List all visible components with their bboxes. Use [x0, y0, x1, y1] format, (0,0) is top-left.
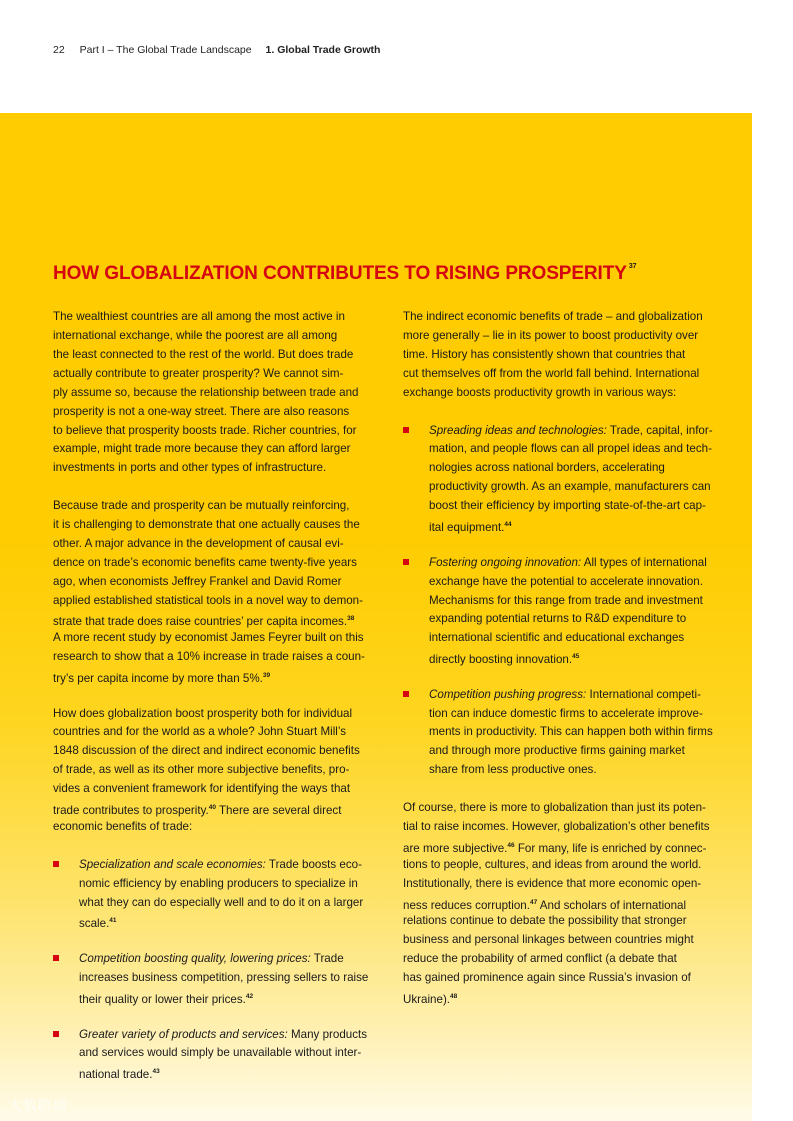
text-line: cut themselves off from the world fall behind. International — [403, 367, 700, 380]
footnote-ref: 41 — [109, 917, 117, 924]
bullet-marker — [403, 559, 409, 565]
text-line: strate that trade does raise countries’ per capita incomes.$^{38}$ — [53, 615, 355, 628]
text-line: Ukraine).$^{48}$ — [403, 993, 458, 1006]
part-label: Part I – The Global Trade Landscape — [79, 44, 252, 56]
page-number: 22 — [53, 44, 65, 56]
text-line: business and personal linkages between countries might — [403, 933, 694, 946]
text-line: of trade, as well as its other more subjective benefits, pro- — [53, 763, 350, 776]
text-line: it is challenging to demonstrate that one actually causes the — [53, 518, 360, 531]
bullet-line: increases business competition, pressing sellers to raise — [79, 971, 369, 984]
bullet-line: boost their efficiency by importing state-of-the-art cap- — [429, 499, 706, 512]
bullet-marker — [403, 427, 409, 433]
bullet-line: expanding potential returns to R&D expenditure to — [429, 612, 687, 625]
bullet-line: exchange have the potential to accelerate innovation. — [429, 575, 703, 588]
text-line: try’s per capita income by more than 5%.$^{39}$ — [53, 672, 271, 685]
text-line: the least connected to the rest of the world. But does trade — [53, 348, 354, 361]
text-line: Institutionally, there is evidence that more economic open- — [403, 877, 702, 890]
text-line: 1848 discussion of the direct and indirect economic benefits — [53, 744, 360, 757]
watermark: 大数跨境 — [8, 1097, 68, 1113]
text-line: ness reduces corruption.$^{47}$ And scholars of international — [403, 899, 687, 912]
title-footnote: 37 — [628, 263, 637, 270]
bullet-line: what they can do especially well and to do it on a larger — [79, 896, 364, 909]
text-line: ago, when economists Jeffrey Frankel and David Romer — [53, 575, 342, 588]
footnote-ref: 42 — [245, 993, 254, 1000]
bullet-line: Mechanisms for this range from trade and investment — [429, 594, 703, 607]
text-line: applied established statistical tools in a novel way to demon- — [53, 594, 363, 607]
bullet-line: ments in productivity. This can happen both within firms — [429, 725, 713, 738]
text-line: ply assume so, because the relationship between trade and — [53, 386, 359, 399]
text-line: economic benefits of trade: — [53, 820, 193, 833]
text-line: reduce the probability of armed conflict (a debate that — [403, 952, 677, 965]
bullet-line: Specialization and scale economies: Trade boosts eco- — [79, 858, 362, 871]
footnote-ref: 48 — [450, 993, 458, 1000]
text-line: exchange boosts productivity growth in various ways: — [403, 386, 677, 399]
footnote-ref: 47 — [529, 899, 538, 906]
footnote-ref: 45 — [572, 653, 580, 660]
text-line: dence on trade’s economic benefits came twenty-five years — [53, 556, 357, 569]
bullet-line: Competition pushing progress: International competi- — [429, 688, 701, 701]
text-line: tions to people, cultures, and ideas from around the world. — [403, 858, 702, 871]
running-header — [53, 44, 380, 56]
text-line: relations continue to debate the possibility that stronger — [403, 914, 687, 927]
bullet-line: Greater variety of products and services: Many products — [79, 1028, 368, 1041]
text-line: are more subjective.$^{46}$ For many, life is enriched by connec- — [403, 842, 707, 855]
bullet-marker — [403, 691, 409, 697]
text-line: has gained prominence again since Russia’s invasion of — [403, 971, 691, 984]
text-line: investments in ports and other types of infrastructure. — [53, 461, 327, 474]
bullet-marker — [53, 861, 59, 867]
text-line: trade contributes to prosperity.$^{40}$ There are several direct — [53, 804, 342, 817]
text-line: The indirect economic benefits of trade – and globalization — [403, 310, 703, 323]
text-line: prosperity is not a one-way street. There are also reasons — [53, 405, 350, 418]
bullet-line: international scientific and educational exchanges — [429, 631, 685, 644]
text-line: more generally – lie in its power to boost productivity over — [403, 329, 699, 342]
bullet-line: nomic efficiency by enabling producers to specialize in — [79, 877, 358, 890]
text-line: countries and for the world as a whole? John Stuart Mill’s — [53, 725, 347, 738]
bullet-line: and services would simply be unavailable without inter- — [79, 1046, 362, 1059]
text-line: other. A major advance in the development of causal evi- — [53, 537, 344, 550]
text-line: A more recent study by economist James Feyrer built on this — [53, 631, 364, 644]
bullet-line: directly boosting innovation.$^{45}$ — [429, 653, 580, 666]
text-line: example, might trade more because they can afford larger — [53, 442, 351, 455]
text-line: actually contribute to greater prosperity? We cannot sim- — [53, 367, 344, 380]
section-title — [53, 263, 636, 285]
bullet-line: and through more productive firms gaining market — [429, 744, 685, 757]
bullet-line: productivity growth. As an example, manufacturers can — [429, 480, 711, 493]
text-line: The wealthiest countries are all among the most active in — [53, 310, 345, 323]
footnote-ref: 44 — [504, 521, 512, 528]
bullet-line: ital equipment.$^{44}$ — [429, 521, 512, 534]
bullet-line: nologies across national borders, accelerating — [429, 461, 665, 474]
text-line: research to show that a 10% increase in trade raises a coun- — [53, 650, 365, 663]
bullet-line: Spreading ideas and technologies: Trade, capital, infor- — [429, 424, 713, 437]
bullet-line: scale.$^{41}$ — [79, 917, 117, 930]
bullet-line: Competition boosting quality, lowering prices: Trade — [79, 952, 344, 965]
bullet-line: their quality or lower their prices.$^{42}$ — [79, 993, 254, 1006]
bullet-marker — [53, 955, 59, 961]
text-line: international exchange, while the poorest are all among — [53, 329, 338, 342]
footnote-ref: 40 — [208, 804, 216, 811]
footnote-ref: 38 — [347, 615, 355, 622]
text-line: tial to raise incomes. However, globalization’s other benefits — [403, 820, 710, 833]
text-line: How does globalization boost prosperity both for individual — [53, 707, 353, 720]
text-line: to believe that prosperity boosts trade. Richer countries, for — [53, 424, 357, 437]
text-line: time. History has consistently shown that countries that — [403, 348, 686, 361]
footnote-ref: 43 — [152, 1068, 160, 1075]
bullet-line: mation, and people flows can all propel ideas and tech- — [429, 442, 712, 455]
text-line: Because trade and prosperity can be mutually reinforcing, — [53, 499, 350, 512]
bullet-line: Fostering ongoing innovation: All types of international — [429, 556, 707, 569]
bullet-line: tion can induce domestic firms to accelerate improve- — [429, 707, 703, 720]
footnote-ref: 39 — [262, 672, 271, 679]
bullet-line: national trade.$^{43}$ — [79, 1068, 160, 1081]
section-title-text: HOW GLOBALIZATION CONTRIBUTES TO RISING PROSPERITY — [53, 263, 627, 284]
bullet-line: share from less productive ones. — [429, 763, 597, 776]
bullet-marker — [53, 1031, 59, 1037]
footnote-ref: 46 — [507, 842, 515, 849]
text-line: Of course, there is more to globalization than just its poten- — [403, 801, 706, 814]
text-line: vides a convenient framework for identifying the ways that — [53, 782, 351, 795]
chapter-label: 1. Global Trade Growth — [265, 44, 381, 56]
